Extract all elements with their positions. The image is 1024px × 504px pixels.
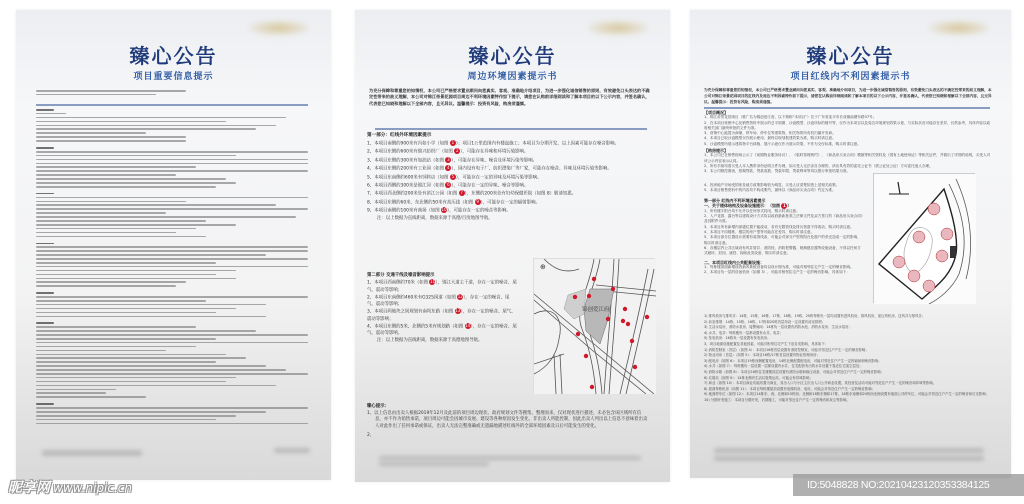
list-item: 4、本项目已取沙盘模型仅作展示使用，最终以规划报建效果为准，购买时请注意。 — [704, 136, 836, 141]
svg-text:⊕: ⊕ — [540, 263, 546, 271]
list-item: 7、本项目西北侧约200米处有滨江公园（如图 7 ），东侧约200米处有妇幼保健医院（如图 8）敬请知悉。 — [367, 190, 576, 197]
part2-note: 注：以上数据为直线距离，数据来源于高德地图导航。 — [377, 338, 483, 343]
map-marker-badge: 5 — [451, 173, 455, 179]
intro-text: 为充分保障和尊重您的知情权，本公司已严格要求置业顾问向您真实、客观、准确地介绍项目，为进一步强化诚信销售的原则，有效避免口头表达的不确定性带来的歧义理解，本公司对锦江帝景花园项目的红线内及周边不利因素特作如下提示，请您在认购前详细阅读和了解本项目的以下公示内容，并签名确认，代表您已知晓和理解以下全部内容，且无异议。温馨提示：投资有风险，购房须谨慎。 — [704, 88, 992, 104]
purchase-notes-cont: 4、因房地产市场受国家及地方政策影响较为明显，买受人应清楚知悉上述相关政策。 5、本项目销售资料中的内容均不构成要约，最终以《商品房买卖合同》约定为准。 第一部分 红线内不利环境因素提示 一、关于楼体结构及设备设施提示：（如图 1 ） 1、所有楼宇阳台均不允许以任何形式封闭，购买时请注意。 2、入户花园、露台等以建筑设计方式均以政府最新批准之法律文件及双方签订的《商品房买卖合同》及其附件为准。 3、本项目所有新增内部通位置不能改动，若有无限管线及排污管道不得改动，购买时请注意。 4、本项目不同楼栋、楼层的房户型等可能存在差异，购买时请注意。 5、本项目部分位置设计需要有装饰线条，可能会对部分户型的阳台及窗户的采光造成一定的影响，购买时请注意。 6、各楼层内公共区域设有风井管井、消防栓、消防报警器、喷淋感应器等设施设备，不得以任何方式破坏、封闭、遮挡、拆除此类设备，购买时请注意。 二、本项目红线内公共配套设施： 1、每栋楼顶面新增设的新风系统设备均以设计图为准，可能对相邻住宅产生一定的噪音影响。 2、本项目负一层的设备机房（如图 3），可能对相邻住宅产生一定的噪音影响，具体如下： — [704, 183, 863, 275]
map-marker-badge: 7 — [460, 190, 463, 196]
poster-subtitle: 项目红线内不利因素提示书 — [790, 72, 911, 82]
list-item: 1、所有楼宇阳台均不允许以任何形式封闭，购买时请注意。 — [704, 208, 800, 213]
list-item: 2、入户花园、露台等以建筑设计方式均以政府最新批准之法律文件及双方签订的《商品房买卖合同》及其附件为准。 — [704, 214, 863, 224]
list-item: 9、本项目南侧约100米有商场（如图 10），可能存在一定的噪音等影响。 — [367, 207, 511, 214]
brand-logo — [588, 20, 648, 36]
list-item: 5、本项目东南侧约600米有饲料店（如图 5 ），可能存在一定的异味及环境污染等影响。 — [367, 173, 542, 181]
list-item: 3、本项目东侧约300米有加油站（如图 3 ），可能存在异味、噪音及环境污染等影响。 — [367, 156, 538, 164]
list-item: 5) 发电机房：16栋负一层设置有发电机房。 — [704, 336, 771, 341]
map-marker-badge: 12 — [457, 293, 463, 299]
list-item: 3、本公司销控图表、按揭贷款、贷款成数、贷款年限、贷款利率等均以银行审批结果为准。 — [704, 169, 851, 174]
map-marker-badge: 1 — [783, 202, 786, 208]
list-item: 2、本项目负一层的设备机房（如图 3），可能对相邻住宅产生一定的噪音影响，具体如下： — [704, 270, 850, 275]
list-item: 5) 消防水箱（如图 8）：本项目16栋住宅楼楼顶层设置有消防水箱和稳压设备，可能会对邻近住户产生一定的噪音影响； — [704, 369, 884, 374]
list-item: 8、本项目东侧约60米、东北侧约50米有高压线（如图 9 ），可能存在一定的辐射影响。 — [367, 198, 540, 206]
part2-list — [367, 272, 517, 344]
poster-title: 臻心公告 — [129, 44, 218, 68]
blurred-text — [714, 448, 984, 453]
map-marker-badge: 11 — [429, 279, 436, 284]
list-item: 4、本项目东侧约5米、北侧约5米有规划路（如图 14），存在一定的噪音、尾气、震动等影响。 — [367, 322, 517, 336]
list-item: 2) 物业用房（首层）（如图 5）：本项目16栋/17栋首层设置有物业管理用房； — [704, 353, 820, 358]
watermark-url: www.nipic.cn — [53, 481, 132, 495]
street-map-graphic — [534, 259, 656, 394]
list-item: 9) 地面停车位（如图 12）：本项目14栋东、西、北侧和15栋西、北侧和18栋东侧和17栋，18栋东南侧和20栋西北侧设置有地面公共停车位，可能会对邻近住户产生一定的噪音和灯光影响； — [704, 392, 990, 397]
list-item: 3) 生活水泵房、消防水泵房、接警阀间：14栋负一层设置有消防水池、消防水泵房、生活水泵房； — [704, 325, 852, 330]
map-marker-badge: 9 — [476, 198, 479, 204]
reminder-heading: 臻心提示： — [367, 404, 389, 409]
poster-subtitle: 项目重要信息提示 — [133, 72, 214, 82]
blurred-text — [379, 456, 641, 460]
list-item: 8) 屋面每栋机房（如图 11）：本项目每栋楼屋顶设置有电梯机房、电房，可能会对邻近住户产生一定的噪音影响； — [704, 386, 875, 391]
list-item: 5、沙盘模型所展示建筑物平台绿植、展厅示意仅作为展示效果，不作为交付标准，购买时请注意。 — [704, 141, 861, 146]
list-item: 1) 排风机房与排风井：14栋、15栋、16栋、17栋、18栋、19栋、20栋每栋负一层均设置有进风机房、排风机房、加压风机房、送风井与排风井； — [704, 314, 926, 318]
list-item: 6) 垃圾站（如图 9）：14栋北侧有生活垃圾集运站，可能会有异味影响； — [704, 375, 813, 380]
list-item: 4、本项目不同楼栋、楼层的房户型等可能存在差异，购买时请注意。 — [704, 230, 815, 235]
list-item: 6、各楼层内公共区域设有风井管井、消防栓、消防报警器、喷淋感应器等设施设备，不得以任何方式破坏、封闭、遮挡、拆除此类设备，购买时请注意。 — [704, 245, 861, 256]
list-item: 2、本项目东侧约600米有锦兴纺织厂（如图 2 ），可能存在异味和环境污染影响。 — [367, 148, 529, 155]
list-item: 1、本项目南侧约900米有冯如小学（如图 1 ）；项目1公里范围内有楼盘施工；本项目为分期开发，以上因素可能存在噪音影响。 — [367, 139, 619, 147]
intro-text: 为充分保障和尊重您的知情权，本公司已严格要求置业顾问向您真实、客观、准确地介绍项目，为进一步强化诚信销售的原则，有效避免口头表达的不确定性带来的歧义理解，本公司对锦江帝景花园项目周边不利环境因素特作如下提示，请您在认购前详细阅读和了解本项目的以下公示内容，并签名确认，代表您已知晓和理解以下全部内容，且无异议。温馨提示：投资有风险，购房须谨慎。 — [369, 88, 650, 106]
list-item: 10) 分期开发施工：本项目分期开发，后期施工，可能对邻近住户产生一定的噪音和灰尘等影响。 — [704, 397, 850, 402]
divider — [36, 104, 308, 106]
map-marker-badge: 10 — [441, 207, 447, 213]
list-item: 2、在本项目营销中心及销售资料中展示的总平面图、沙盘模型、沙盘所标的楼号等，仅作为本项目以及周边环境规划效果示意，与实际状况可能存在差异，仅供参考，具体内容以政府相关部门最终审批的文件为准。 — [704, 120, 991, 130]
blurred-text — [714, 456, 984, 461]
list-item: 1、以上信息由出卖人根据2019年12月及此前的项目周边现状、政府规划文件等搜集、整理而来，仅对现状进行描述，未必包含该区域所有信息，亦不作为销售承诺，项目周边可能会因城市发展、建设等各种原因发生变化，非出卖人所能控制，因此出卖人列出以上信息不意味着出卖人对此作出了任何承诺或保证，出卖人无法完整准确或无遗漏地描述红线外的全部环境因素及日后可能发生的变化。 — [367, 410, 648, 429]
project-overview: 【项目概况】 1、锦江帝景花园项目（推广名为锦创爱江府，以下简称“本项目”）位于广东省连平市长成镇南塘东路37号。 2、在本项目营销中心及销售资料中展示的总平面图、沙盘模型、沙盘所标的楼号等，仅作为本项目以及周边环境规划效果示意，与实际状况可能存在差异，仅供参考，具体内容以政府相关部门最终审批的文件为准。 3、营销中心能提为商铺、停车场、停车位等建筑物，相关物的所有权归属开发商。 4、本项目已取沙盘模型仅作展示使用，最终以规划报建效果为准，购买时请注意。 5、沙盘模型所展示建筑物平台绿植、展厅示意仅作为展示效果，不作为交付标准，购买时请注意。 【购房提示】 1、本公司已在销售现场公示了《前期物业服务协议》、《临时管理规约》、《商品房买卖合同》模版等相关资料及《国有土地使用证》等相关证件，并做出了详细的说明，买受人对该公示内容表示认同。 2、所有手续均需买受人本人携带身份证明文件办理，如买受人无法亲自办理的，请出具有效的委托公证书（需公证处公证）方可委托他人办理。 3、本公司销控图表、按揭贷款、贷款成数、贷款年限、贷款利率等均以银行审批结果为准。 — [704, 110, 991, 174]
poster-subtitle: 周边环境因素提示书 — [467, 72, 558, 82]
part1-list — [367, 133, 637, 222]
site-watermark — [8, 477, 132, 497]
facilities-list — [704, 314, 994, 404]
list-item: 3、本项目两地块之间规划有南坝东路（如图 13），存在一定的噪音、尾气、震动等影响； — [367, 308, 516, 322]
list-item: 4、本项目东侧约200米有工业园（如图 4 ），园内设有电子厂、纺织漂染厂等厂家，可能存在噪音、异味及环境污染等影响。 — [367, 165, 612, 172]
intro-text — [36, 90, 196, 98]
map-marker-badge: 13 — [455, 308, 461, 313]
map-marker-badge: 14 — [465, 322, 471, 328]
date-area — [274, 448, 310, 453]
list-item: 2) 前室排烟：14栋、15栋、16栋、17栋和20栋首层均设一定设置有前室排烟； — [704, 319, 826, 324]
list-item: 7) 商业（如图 10）：本项目商业功能布置为商业，其出入口与小区主次出入口公开商业设置，其经营及活动可能对邻近住户产生一定的噪音和异味等影响。 — [704, 381, 937, 386]
part1-note: 注：以上数据为直线距离，数据来源于高德/百度地图导航。 — [377, 215, 493, 221]
map-marker-badge: 6 — [447, 181, 450, 187]
svg-text:锦创爱江府: 锦创爱江府 — [582, 307, 610, 313]
list-item: 3) 配电房（如图 6）：本项目19栋西侧配置电房，14栋北侧配置配电房，可能对邻近住户产生一定的辐射和噪音影响； — [704, 358, 882, 363]
watermark-site-name: 昵享网 — [8, 480, 50, 496]
list-item: 6、本项目西侧约300米是锦江河（如图 6 ），可能存在一定的异味、噪音等影响。 — [367, 181, 529, 189]
poster-project-info — [16, 10, 331, 480]
map-marker-badge: 1 — [451, 139, 455, 145]
list-item: 2、本项目东南侧约460米有G325国道（如图 12），存在一定的噪音、尾气、震动等影响； — [367, 293, 510, 307]
list-item: 1) 消防控制室（首层）（如图 4）：本项目16栋首层设置有消防控制室，可能对邻近住户产生一定的噪音影响； — [704, 347, 869, 352]
list-item: 5、本项目部分位置设计需要有装饰线条，可能会对部分户型的阳台及窗户的采光造成一定的影响，购买时请注意。 — [704, 235, 861, 245]
list-item: 1、锦江帝景花园项目（推广名为锦创爱江府，以下简称“本项目”）位于广东省连平市长成镇南塘东路37号。 — [704, 115, 877, 120]
list-item: 4、因房地产市场受国家及地方政策影响较为明显，买受人应清楚知悉上述相关政策。 — [704, 183, 840, 187]
part1-heading: 第一部分：红线外环境因素提示 — [367, 133, 432, 138]
location-map — [533, 258, 655, 393]
list-item: 1、本项目西南侧约70米（如图 11），锦江大道主干道，存在一定的噪音、尾气、震动等影响； — [367, 279, 517, 293]
list-item: 5、本项目销售资料中的内容均不构成要约，最终以《商品房买卖合同》约定为准。 — [704, 188, 836, 193]
poster-title: 臻心公告 — [806, 44, 895, 68]
list-item: 3、项目地面设施配置及其他因素，可能对相邻住宅产生下述各类影响，具体如下： — [704, 341, 829, 346]
list-item: 2、 — [367, 433, 375, 439]
reminder-block — [367, 404, 649, 440]
list-item: 4) 水井（如图 7）：每栋楼负一层设置一层都设置有水井，住宅配套有出的水井设置于靠近住宅架空层处； — [704, 364, 863, 369]
image-id-label: ID:5048828 NO:20210423120353384125 — [793, 474, 1024, 496]
divider — [375, 128, 647, 130]
site-plan — [873, 173, 975, 303]
list-item: 2、所有手续均需买受人本人携带身份证明文件办理，如买受人无法亲自办理的，请出具有效的委托公证书（需公证处公证）方可委托他人办理。 — [704, 163, 933, 168]
divider — [704, 107, 990, 109]
list-item: 3、本项目所有新增内部通位置不能改动，若有无限管线及排污管道不得改动，购买时请注意。 — [704, 224, 854, 229]
map-marker-badge: 2 — [455, 148, 459, 154]
poster-title: 臻心公告 — [468, 44, 557, 68]
list-item: 1、每栋楼顶面新增设的新风系统设备均以设计图为准，可能对相邻住宅产生一定的噪音影响。 — [704, 264, 854, 269]
brand-logo — [249, 20, 309, 36]
list-item: 4) 水井、电井：每栋楼负一层都设置有水井、电井； — [704, 330, 784, 335]
list-item: 1、本公司已在销售现场公示了《前期物业服务协议》、《临时管理规约》、《商品房买卖合同》模版等相关资料及《国有土地使用证》等相关证件，并做出了详细的说明，买受人对该公示内容表示认同。 — [704, 153, 991, 163]
brand-logo — [929, 20, 989, 36]
map-marker-badge: 4 — [447, 165, 450, 171]
site-plan-graphic — [874, 174, 976, 304]
blurred-text — [379, 462, 489, 466]
poster-surrounding-environment — [355, 10, 670, 482]
part2-heading: 第二部分 交通干线及噪音影响提示 — [367, 273, 435, 278]
list-item: 3、营销中心能提为商铺、停车场、停车位等建筑物，相关物的所有权归属开发商。 — [704, 131, 836, 136]
signature-area — [42, 450, 142, 456]
body-text-blurred — [36, 109, 308, 427]
poster-red-line-factors — [690, 10, 1011, 478]
map-marker-badge: 3 — [447, 156, 450, 162]
